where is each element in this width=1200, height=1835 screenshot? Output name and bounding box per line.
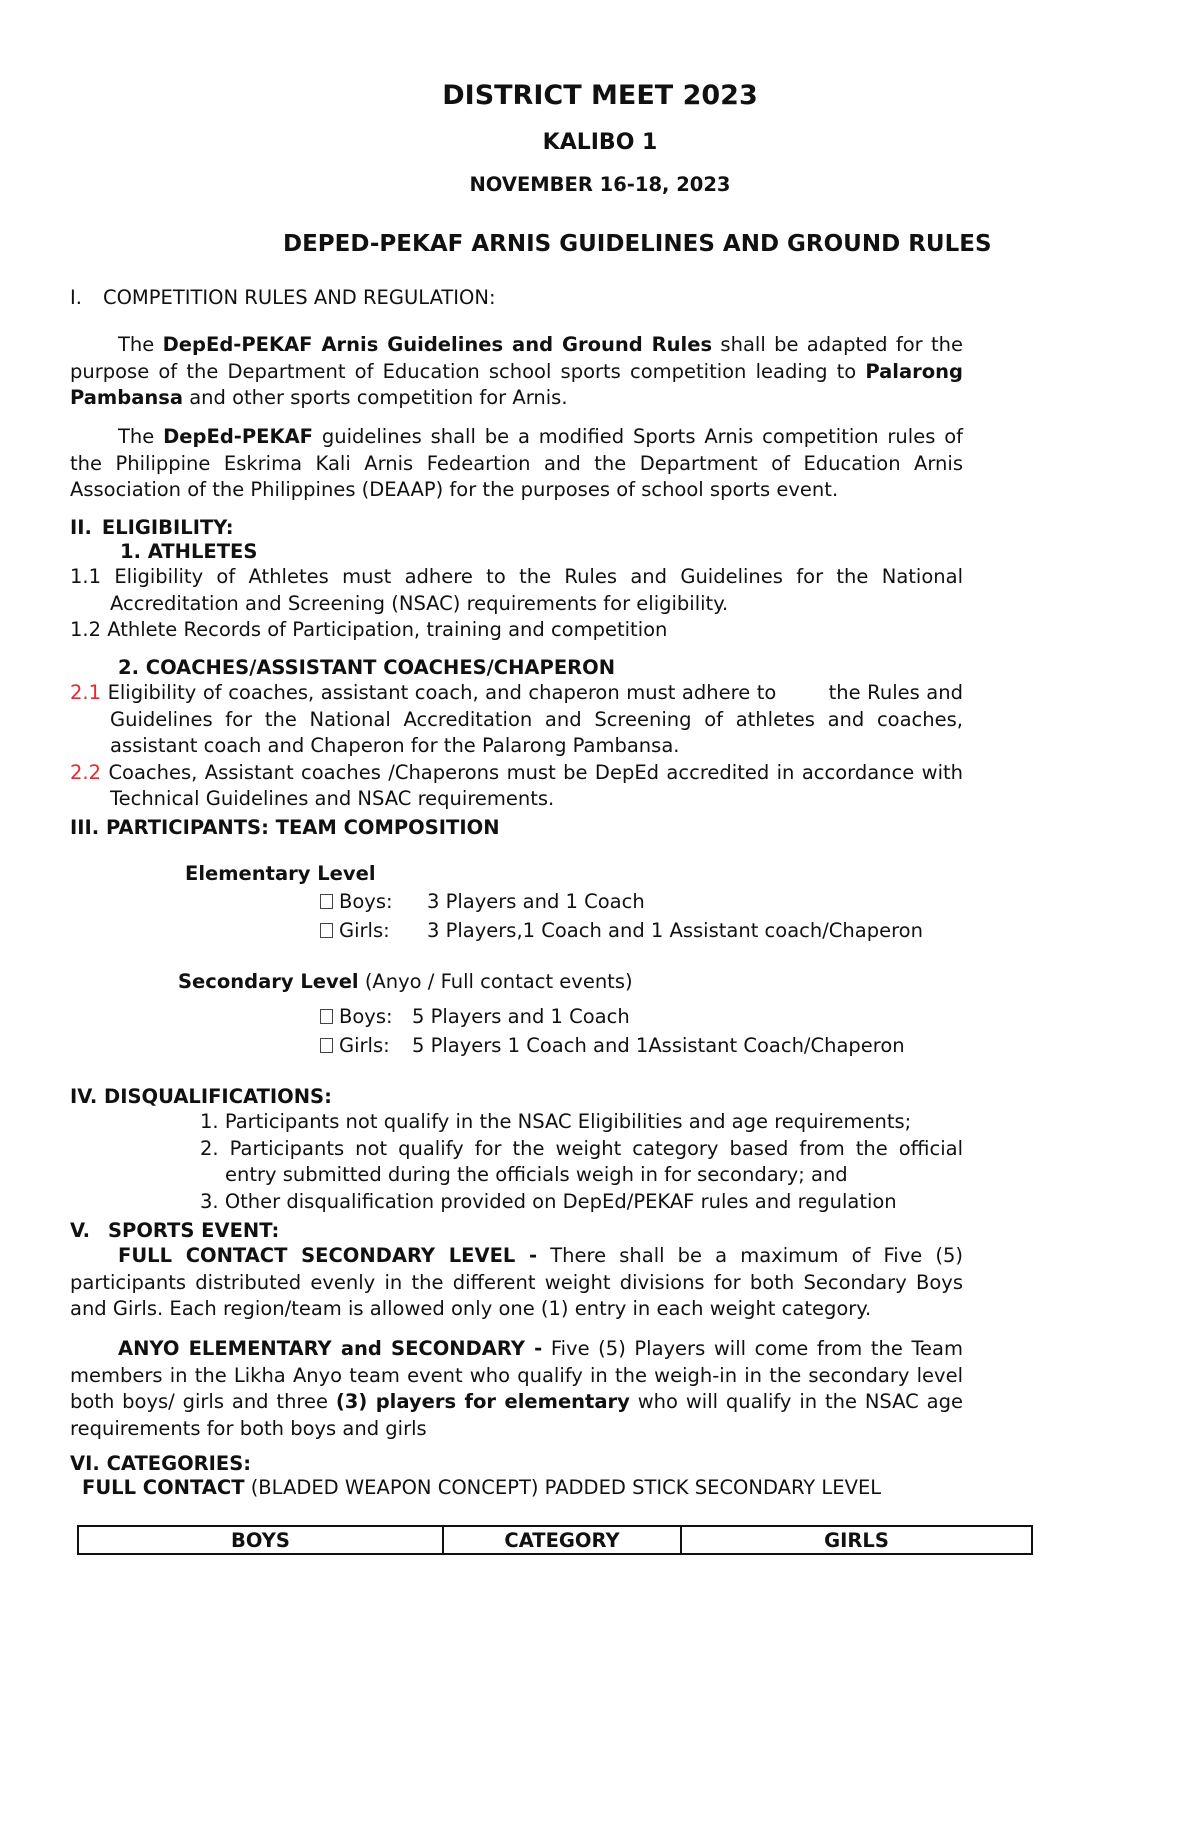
section-3-title: PARTICIPANTS: TEAM COMPOSITION [105,816,500,839]
bullet-box-icon [320,923,333,938]
table-header-category: CATEGORY [443,1526,681,1554]
secondary-girls: Girls: 5 Players 1 Coach and 1Assistant Coach/Chaperon [320,1034,905,1057]
categories-subheading: FULL CONTACT (BLADED WEAPON CONCEPT) PADDED STICK SECONDARY LEVEL [82,1476,882,1499]
secondary-boys: Boys: 5 Players and 1 Coach [320,1005,630,1028]
section-4-number: IV. [70,1085,98,1108]
categories-table [77,1525,1033,1555]
elementary-girls: Girls: 3 Players,1 Coach and 1 Assistant coach/Chaperon [320,919,923,942]
page-title: DISTRICT MEET 2023 [442,80,758,111]
table-header-girls: GIRLS [681,1526,1032,1554]
list-item: 2. Participants not qualify for the weight category based from the official entry submitted during the officials weigh in for secondary; and [200,1136,963,1186]
page-subtitle: KALIBO 1 [542,130,658,155]
section-6-heading [70,1452,251,1475]
full-contact-paragraph: FULL CONTACT SECONDARY LEVEL - There shall be a maximum of Five (5) participants distributed evenly in the different weight divisions for both Secondary Boys and Girls. Each region/team is allowed only one (1) entry in each weight category. [70,1244,963,1320]
list-item: 3. Other disqualification provided on DepEd/PEKAF rules and regulation [200,1189,897,1213]
athletes-list [70,564,963,644]
list-item: 1.2 Athlete Records of Participation, training and competition [70,618,668,641]
coaches-heading: 2. COACHES/ASSISTANT COACHES/CHAPERON [118,656,616,679]
elementary-level-label: Elementary Level [185,862,376,885]
section-4-heading [70,1085,332,1108]
secondary-level-label: Secondary Level (Anyo / Full contact events) [178,970,633,993]
elementary-boys: Boys: 3 Players and 1 Coach [320,890,645,913]
section-2-number: II. [70,516,92,539]
section-2-title: ELIGIBILITY: [101,516,234,539]
list-item: 1. Participants not qualify in the NSAC Eligibilities and age requirements; [200,1110,912,1133]
coaches-list [70,680,970,813]
disqualifications-list [200,1109,963,1215]
section-6-number: VI. [70,1452,100,1475]
section-1-paragraph-2: The DepEd-PEKAF guidelines shall be a modified Sports Arnis competition rules of the Philippine Eskrima Kali Arnis Fedeartion and the Department of Education Arnis Association of the Philippines (DEAAP) for the purposes of school sports event. [70,425,964,501]
table-header-boys: BOYS [78,1526,443,1554]
section-3-number: III. [70,816,100,839]
section-4-title: DISQUALIFICATIONS: [104,1085,332,1108]
section-5-heading [70,1219,279,1242]
section-2-heading [70,516,234,539]
event-dates: NOVEMBER 16-18, 2023 [469,173,731,196]
section-6-title: CATEGORIES: [106,1452,252,1475]
document-title: DEPED-PEKAF ARNIS GUIDELINES AND GROUND RULES [283,231,992,257]
section-5-title: SPORTS EVENT: [108,1219,280,1242]
section-1-number: I. [70,286,82,309]
anyo-paragraph: ANYO ELEMENTARY and SECONDARY - Five (5) Players will come from the Team members in the Likha Anyo team event who qualify in the weigh-in in the secondary level both boys/ girls and three (3) players for elementary who will qualify in the NSAC age requirements for both boys and girls [70,1337,963,1440]
list-item: 1.1 Eligibility of Athletes must adhere to the Rules and Guidelines for the National Accreditation and Screening (NSAC) requirements for eligibility. [70,565,963,615]
section-1-title: COMPETITION RULES AND REGULATION: [102,286,496,309]
section-1-paragraph-1: The DepEd-PEKAF Arnis Guidelines and Ground Rules shall be adapted for the purpose of the Department of Education school sports competition leading to Palarong Pambansa and other sports competition for Arnis. [70,333,963,409]
bullet-box-icon [320,1009,333,1024]
bullet-box-icon [320,1038,333,1053]
list-item: 2.1 Eligibility of coaches, assistant coach, and chaperon must adhere to the Rules and Guidelines for the National Accreditation and Screening of athletes and coaches, assistant coach and Chaperon for the Palarong Pambansa. [70,681,970,757]
section-5-number: V. [70,1219,90,1242]
list-item: 2.2 Coaches, Assistant coaches /Chaperons must be DepEd accredited in accordance with Technical Guidelines and NSAC requirements. [70,760,964,810]
section-3-heading [70,816,500,839]
section-1-heading [70,286,496,309]
table-header-row [78,1526,1032,1554]
athletes-heading: 1. ATHLETES [120,540,258,563]
bullet-box-icon [320,894,333,909]
